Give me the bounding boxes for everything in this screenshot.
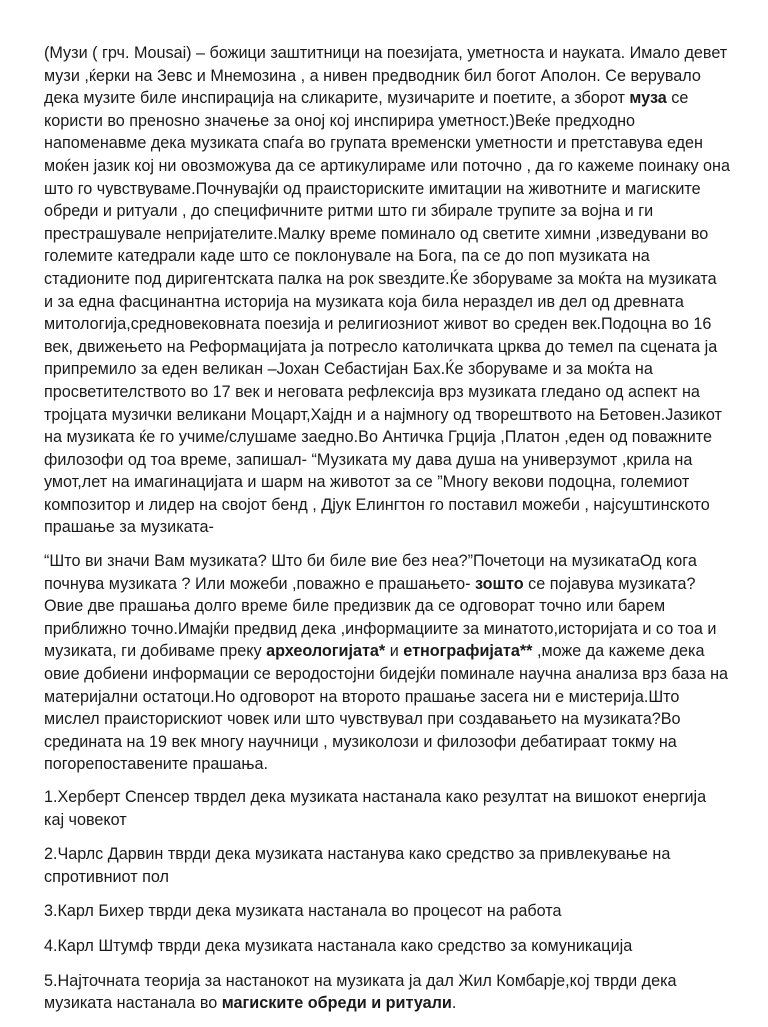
theory-item-1: 1.Херберт Спенсер тврдел дека музиката настанала како резултат на вишокот енергија кај човекот bbox=[44, 788, 707, 829]
text-run: и bbox=[385, 642, 404, 661]
text-run: 5.Најточната теорија за настанокот на музиката ја дал Жил Комбарје,кој тврди дека музиката настанала во bbox=[44, 971, 677, 1013]
theory-item-3: 3.Карл Бихер тврди дека музиката настанала во процесот на работа bbox=[44, 902, 562, 921]
bold-term-rituals: магиските обреди и ритуали bbox=[221, 994, 452, 1013]
text-run: се користи во пренosно значење за оној кој инспирира уметност.)Веќе предходно напоменавме дека музиката спаѓа во групата временски уметности и претставува еден моќен јазик кој ни овозможува да се артикулираме или поточно , да го кажеме поинаку она што го чувствуваме.Почнувајќи од праисториските имитации на животните и магиските обреди и ритуали , до специфичните ритми што ги збирале трупите за војна и ги престрашувале непријателите.Малку време поминало од светите химни ,изведувани во големите катедрали каде што се поклонувале на Бога, па се до поп музиката на стадионите под диригентската палка на рок ѕвездите.Ќе зборуваме за моќта на музиката и за една фасцинантна историја на музиката која била нераздел ив дел од древната митологија,средновековната поезија и религиозниот живот во среден век.Подоцна во 16 век, движењето на Реформацијата ја потресло католичката црква до темел па сцената ја припремило за еден великан –Јохан Себастијан Бах.Ќе зборуваме и за моќта на просветителството во 17 век и неговата рефлексија врз музиката гледано од аспект на тројцата музички великани Моцарт,Хајдн и а најмногу од творештвото на Бетовен.Јазикот на музиката ќе го учиме/слушаме заедно.Во Античка Грција ,Платон ,еден од поважните филозофи од тоа време, запишал- “Музиката му дава душа на универзумот ,крила на умот,лет на имагинацијата и шарм на животот за се ”Многу векови подоцна, големиот композитор и лидер на својот бенд , Дјук Елингтон го поставил можеби , најсуштинското прашање за музиката- bbox=[44, 89, 730, 537]
paragraph-intro bbox=[44, 42, 730, 539]
text-run: “Што ви значи Вам музиката? Што би биле вие без неа?”Почетоци на музикатаОд кога почнува музиката ? Или можеби ,поважно е прашањето- bbox=[44, 552, 697, 593]
text-run: (Музи ( грч. Mousai) – божици заштитници на поезијата, уметноста и науката. Имало девет музи ,ќерки на Зевс и Мнемозина , а нивен предводник бил богот Аполон. Се верувало дека музите биле инспирација на сликарите, музичарите и поетите, а зборот bbox=[44, 44, 728, 108]
text-run: . bbox=[451, 994, 457, 1013]
bold-term-zoshto: зошто bbox=[474, 574, 524, 593]
theory-item-4: 4.Карл Штумф тврди дека музиката настанала како средство за комуникација bbox=[44, 936, 633, 955]
text-run: ,може да кажеме дека овие добиени информации се веродостојни бидејќи поминале научна анализа врз база на материјални остатоци.Но одговорот на второто прашање засега ни е мистерија.Што мислел праисторискиот човек или што чувствувал при создавањето на музиката?Во средината на 19 век многу научници , музиколози и филозофи дебатираат токму на погорепоставените прашања. bbox=[44, 642, 729, 774]
bold-term-ethnography: етнографијата** bbox=[403, 642, 533, 661]
text-run: се појавува музиката? Овие две прашања долго време биле предизвик да се одговорат точно или барем приближно точно.Имајќи предвид дека ,информациите за минатото,историјата и со тоа и музиката, ги добиваме преку bbox=[44, 574, 717, 661]
bold-term-muza: муза bbox=[629, 89, 667, 108]
paragraph-origins bbox=[44, 550, 730, 776]
theory-item-5 bbox=[44, 970, 730, 1015]
document-page bbox=[44, 42, 730, 1027]
theory-item-2: 2.Чарлс Дарвин тврди дека музиката настанува како средство за привлекување на спротивниот пол bbox=[44, 845, 671, 886]
bold-term-archaeology: археологијата* bbox=[266, 642, 386, 661]
